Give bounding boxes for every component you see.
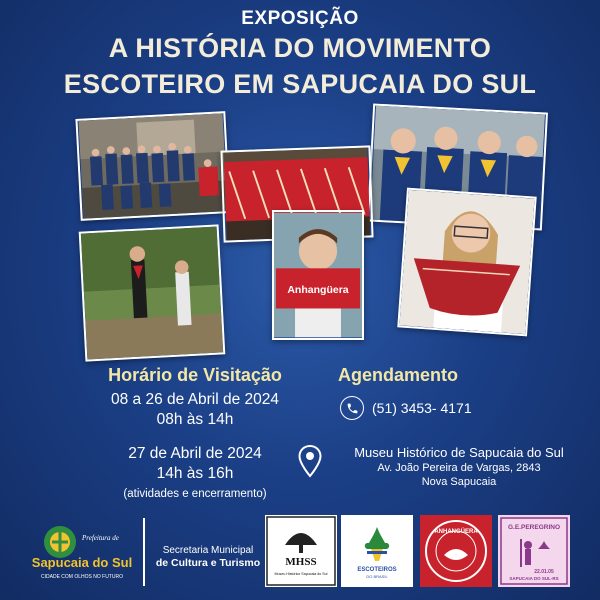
prefeitura-small-text: Prefeitura de [82, 534, 119, 542]
mhss-abbr: MHSS [285, 556, 317, 568]
visitation-period-2 [70, 444, 320, 484]
mhss-name: Museu Histórico Sapucaia do Sul [274, 572, 328, 576]
flag-text: Anhangüera [287, 284, 349, 297]
footer-divider [143, 518, 145, 586]
booking-section [338, 365, 578, 420]
museum-name: Museu Histórico de Sapucaia do Sul [354, 445, 564, 460]
museum-address-1: Av. João Pereira de Vargas, 2843 [377, 462, 541, 474]
peregrino-logo [498, 515, 570, 587]
prefeitura-slogan: CIDADE COM OLHOS NO FUTURO [41, 574, 123, 580]
anhanguera-logo [420, 515, 492, 587]
escoteiros-text: ESCOTEIROS [357, 567, 397, 573]
escoteiros-sub: DO BRASIL [366, 574, 388, 579]
phone-number[interactable]: (51) 3453- 4171 [372, 400, 472, 416]
mhss-logo [265, 515, 337, 587]
booking-title: Agendamento [338, 365, 459, 385]
museum-address-2: Nova Sapucaia [421, 476, 497, 488]
museum-text [330, 445, 588, 488]
girl-with-flag-photo [397, 188, 536, 337]
header [0, 8, 600, 102]
visitation-section [70, 365, 320, 500]
prefeitura-logo [30, 522, 134, 592]
peregrino-name: G.E.PEREGRINO [507, 524, 561, 531]
phone-icon [340, 396, 364, 420]
escoteiros-logo [341, 515, 413, 587]
boy-with-flag-photo [272, 210, 364, 340]
prefeitura-name: Sapucaia do Sul [31, 555, 133, 570]
visitation-title: Horário de Visitação [108, 365, 282, 385]
date-range-2: 27 de Abril de 2024 [128, 445, 262, 462]
phone-row [338, 396, 578, 420]
title-line-2: ESCOTEIRO EM SAPUCAIA DO SUL [63, 69, 537, 99]
anhanguera-text: ANHANGÜERA [434, 529, 478, 535]
peregrino-date: 22.01.05 [534, 569, 554, 575]
secretaria-label [152, 544, 264, 570]
visitation-period-1 [70, 390, 320, 430]
hours-1: 08h às 14h [156, 411, 234, 428]
hours-2: 14h às 16h [156, 465, 234, 482]
location-pin-icon [298, 445, 324, 488]
scout-activity-photo [79, 224, 226, 361]
museum-location [298, 445, 588, 488]
secretaria-line-2: de Cultura e Turismo [155, 557, 261, 569]
peregrino-city: SAPUCAIA DO SUL-RS [509, 576, 559, 581]
date-range-1: 08 a 26 de Abril de 2024 [110, 391, 280, 408]
title-line-1: A HISTÓRIA DO MOVIMENTO [108, 33, 492, 63]
group-photo [75, 111, 230, 221]
visitation-note: (atividades e encerramento) [123, 488, 267, 500]
secretaria-line-1: Secretaria Municipal [162, 545, 254, 556]
exhibition-label: EXPOSIÇÃO [241, 8, 359, 29]
